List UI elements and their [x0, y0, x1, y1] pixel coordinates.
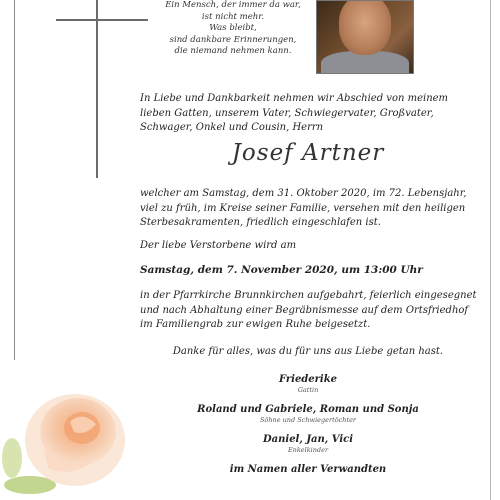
memorial-quote: [160, 0, 306, 58]
deceased-name: Josef Artner: [231, 140, 385, 166]
mourner-relation: Gattin: [297, 386, 319, 394]
mourner-name: Roland und Gabriele, Roman und Sonja: [197, 404, 419, 415]
intro-text: [140, 92, 476, 136]
quote-line: ist nicht mehr.: [201, 11, 265, 22]
mourner-relation: Söhne und Schwiegertöchter: [259, 416, 357, 424]
quote-line: Was bleibt,: [209, 23, 257, 33]
thanks-text: Danke für alles, was du für uns aus Liebe getan hast.: [172, 346, 444, 357]
intro-line: In Liebe und Dankbarkeit nehmen wir Abschied von meinem: [140, 93, 449, 104]
cross-icon: [96, 0, 98, 178]
verstorbene-text: Der liebe Verstorbene wird am: [140, 240, 297, 251]
portrait-face: [339, 0, 391, 55]
left-frame-line: [14, 0, 15, 360]
intro-line: Schwager, Onkel und Cousin, Herrn: [140, 122, 324, 133]
rose-icon: [0, 370, 130, 500]
mourner-name: Daniel, Jan, Vici: [262, 434, 354, 445]
burial-line: in der Pfarrkirche Brunnkirchen aufgebahrt, feierlich eingesegnet: [140, 290, 477, 301]
burial-line: im Familiengrab zur ewigen Ruhe beigesetzt.: [140, 319, 371, 330]
burial-line: und nach Abhaltung einer Begräbnismesse auf dem Ortsfriedhof: [140, 304, 469, 316]
death-text: [140, 187, 476, 231]
mourner-entry: [140, 464, 476, 475]
intro-line: lieben Gatten, unserem Vater, Schwiegervater, Großvater,: [140, 107, 434, 119]
mourner-entry: [140, 374, 476, 394]
death-line: welcher am Samstag, dem 31. Oktober 2020, im 72. Lebensjahr,: [140, 188, 467, 199]
mourner-entry: [140, 404, 476, 424]
quote-line: Ein Mensch, der immer da war,: [165, 0, 301, 10]
portrait-photo: [316, 0, 414, 74]
mourner-entry: [140, 434, 476, 454]
death-line: Sterbesakramenten, friedlich eingeschlafen ist.: [140, 217, 381, 228]
mourner-name: Friederike: [278, 374, 338, 385]
quote-line: die niemand nehmen kann.: [174, 46, 292, 56]
funeral-date: Samstag, dem 7. November 2020, um 13:00 Uhr: [140, 264, 423, 276]
burial-text: [140, 289, 476, 333]
death-line: viel zu früh, im Kreise seiner Familie, versehen mit den heiligen: [140, 202, 466, 214]
rose-leaf: [2, 438, 22, 478]
quote-line: sind dankbare Erinnerungen,: [169, 34, 297, 45]
mourner-relation: Enkelkinder: [287, 446, 329, 454]
right-frame-line: [490, 0, 491, 500]
cross-icon-bar: [56, 19, 148, 21]
mourner-name: im Namen aller Verwandten: [229, 464, 387, 475]
